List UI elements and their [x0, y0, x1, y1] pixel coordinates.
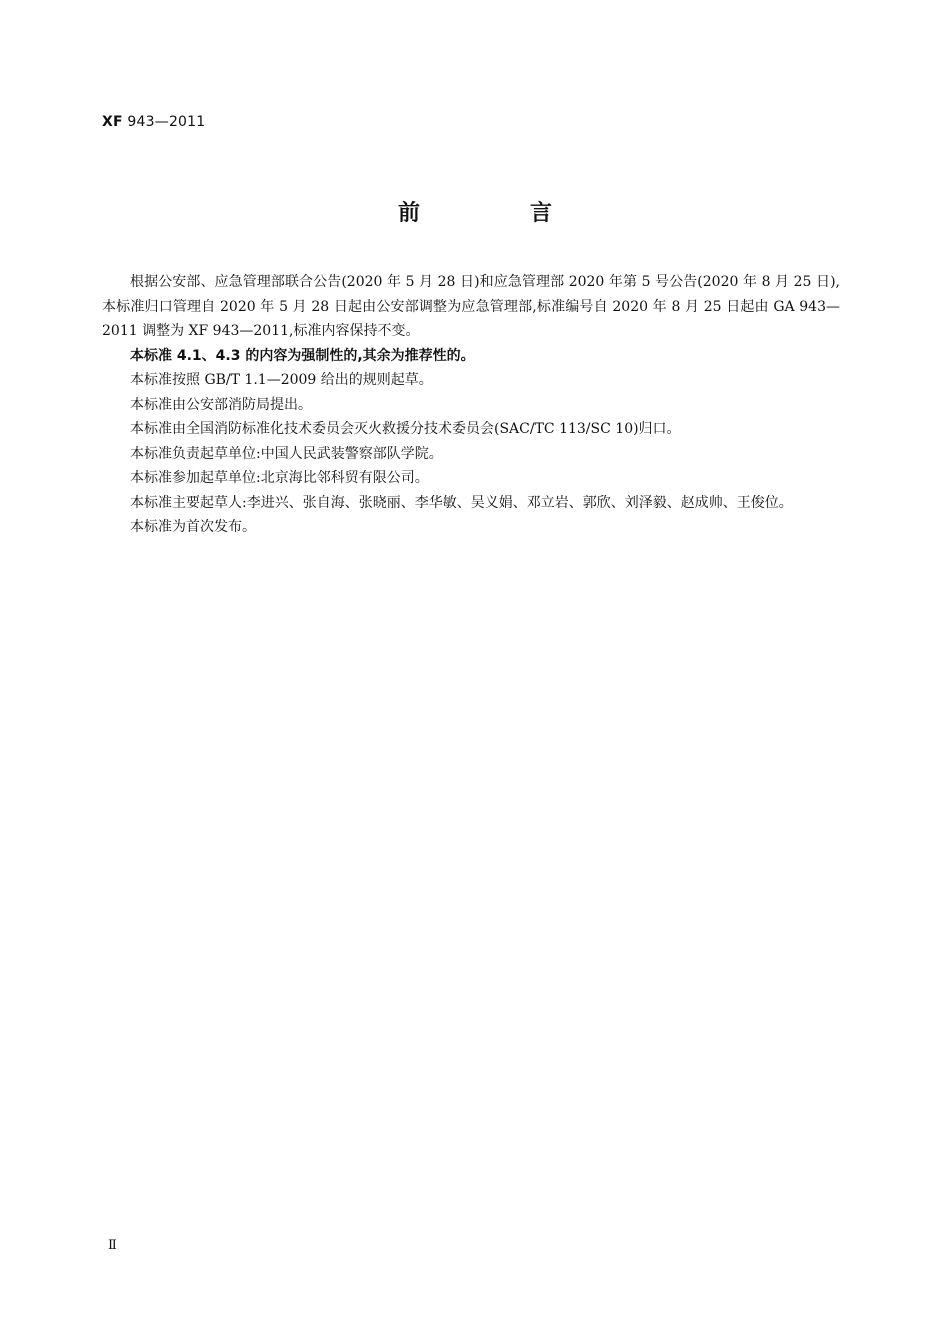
paragraph-committee: 本标准由全国消防标准化技术委员会灭火救援分技术委员会(SAC/TC 113/SC 10)归口。 [130, 421, 681, 437]
standard-prefix: XF [102, 114, 123, 130]
paragraph-announcement: 根据公安部、应急管理部联合公告(2020 年 5 月 28 日)和应急管理部 2020 年第 5 号公告(2020 年 8 月 25 日),本标准归口管理自 2020 年 5 月 28 日起由公安部调整为应急管理部,标准编号自 2020 年 8 月 25 日起由 GA 943—2011 调整为 XF 943—2011,标准内容保持不变。 [102, 274, 840, 339]
page-number: Ⅱ [108, 1238, 117, 1253]
standard-code-header [102, 114, 205, 130]
paragraph-main-drafters: 本标准主要起草人:李进兴、张自海、张晓丽、李华敏、吴义娟、邓立岩、郭欣、刘泽毅、赵成帅、王俊位。 [130, 494, 793, 511]
paragraph-proposer: 本标准由公安部消防局提出。 [130, 396, 312, 413]
paragraph-first-release: 本标准为首次发布。 [130, 519, 256, 535]
paragraph-drafting-rules: 本标准按照 GB/T 1.1—2009 给出的规则起草。 [130, 372, 433, 388]
paragraph-participating-drafter: 本标准参加起草单位:北京海比邻科贸有限公司。 [130, 470, 429, 486]
paragraph-mandatory-clauses: 本标准 4.1、4.3 的内容为强制性的,其余为推荐性的。 [130, 347, 475, 364]
paragraph-responsible-drafter: 本标准负责起草单位:中国人民武装警察部队学院。 [130, 445, 443, 462]
standard-number: 943—2011 [127, 114, 206, 130]
foreword-body [102, 270, 840, 540]
page-title: 前 言 [397, 201, 596, 226]
